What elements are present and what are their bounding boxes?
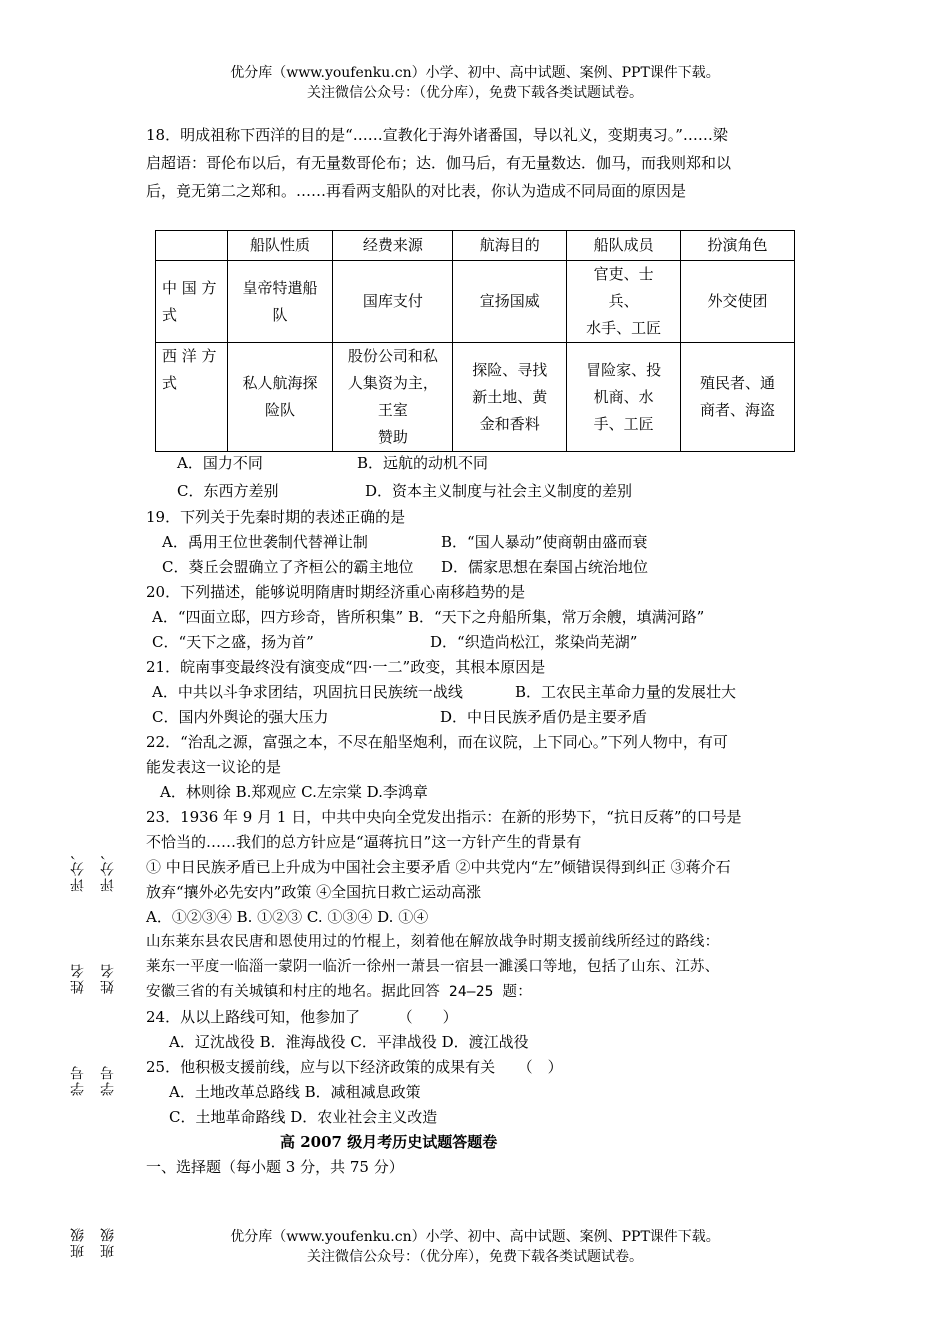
q24-options: A．辽沈战役 B．淮海战役 C．平津战役 D．渡江战役 [169, 1033, 529, 1051]
q20-stem: 20．下列描述，能够说明隋唐时期经济重心南移趋势的是 [146, 583, 526, 601]
cell-funds: 国库支付 [333, 261, 453, 343]
side-label-name: 姓名 [70, 962, 86, 994]
cell-nature [227, 343, 333, 452]
cell-text: 私人航海探 [242, 374, 318, 392]
cell-text: 人集资为主， [347, 374, 438, 392]
material-line-3: 安徽三省的有关城镇和村庄的地名。据此回答 24—25 题： [146, 984, 532, 1000]
side-label-class: 班级 [70, 1226, 86, 1258]
side-label-class: 班级 [100, 1226, 116, 1258]
cell-text: 金和香料 [479, 414, 540, 433]
table-row-west [156, 343, 795, 452]
q19-option-d: D．儒家思想在秦国占统治地位 [441, 558, 649, 576]
q23-line-3: ① 中日民族矛盾已上升成为中国社会主要矛盾 ②中共党内“左”倾错误得到纠正 ③蒋介石 [146, 858, 731, 876]
cell-text: 手、工匠 [593, 414, 654, 433]
table-header-cell: 航海目的 [453, 231, 567, 261]
cell-text: 探险、寻找 [472, 360, 548, 379]
q22-line-1: 22．“治乱之源，富强之本，不尽在船坚炮利，而在议院，上下同心。”下列人物中，有可 [146, 733, 728, 751]
cell-text: 险队 [264, 401, 295, 419]
table-header-cell: 扮演角色 [681, 231, 795, 261]
q18-line-1: 18．明成祖称下西洋的目的是“……宣教化于海外诸番国，导以礼义，变期夷习。”……梁 [146, 126, 728, 144]
q19-stem: 19．下列关于先秦时期的表述正确的是 [146, 508, 406, 526]
cell-text: 机商、水 [593, 387, 654, 406]
cell-text: 水手、工匠 [586, 319, 662, 337]
side-label-score: 评分、 [70, 844, 86, 892]
side-label-score: 评分、 [100, 844, 116, 892]
side-label-student-id: 学号 [100, 1064, 116, 1096]
q18-line-3: 后，竟无第二之郑和。……再看两支船队的对比表，你认为造成不同局面的原因是 [146, 182, 687, 200]
q18-line-2: 启超语：哥伦布以后，有无量数哥伦布；达．伽马后，有无量数达．伽马，而我则郑和以 [146, 154, 732, 172]
cell-text: 商者、海盗 [700, 401, 776, 419]
cell-role [681, 343, 795, 452]
q20-option-ab: A．“四面立邸，四方珍奇，皆所积集” B．“天下之舟船所集，常万余艘，填满河路” [152, 608, 705, 626]
table-header-cell: 经费来源 [333, 231, 453, 261]
cell-text: 殖民者、通 [700, 374, 776, 392]
footer-line-2: 关注微信公众号：（优分库），免费下载各类试题试卷。 [307, 1249, 643, 1265]
cell-role: 外交使团 [681, 261, 795, 343]
cell-text: 王室 [377, 401, 408, 419]
cell-text: 官吏、士 [593, 265, 654, 283]
footer-line-1: 优分库（www.youfenku.cn）小学、初中、高中试题、案例、PPT课件下载。 [230, 1229, 720, 1245]
answer-sheet-section-1: 一、选择题（每小题 3 分，共 75 分） [146, 1158, 404, 1176]
q18-option-b: B．远航的动机不同 [357, 454, 489, 472]
cell-members [567, 343, 681, 452]
fleet-comparison-table [155, 230, 795, 452]
cell-text: 赞助 [377, 428, 408, 446]
cell-funds [333, 343, 453, 452]
q21-option-b: B．工农民主革命力量的发展壮大 [515, 683, 737, 701]
table-header-row [156, 231, 795, 261]
q18-option-c: C．东西方差别 [177, 482, 279, 500]
cell-members [567, 261, 681, 343]
q22-options: A．林则徐 B.郑观应 C.左宗棠 D.李鸿章 [160, 783, 428, 801]
cell-text: 皇帝特遣船 [242, 278, 318, 297]
material-line-1: 山东莱东县农民唐和恩使用过的竹棍上，刻着他在解放战争时期支援前线所经过的路线： [146, 934, 720, 950]
q19-option-c: C．葵丘会盟确立了齐桓公的霸主地位 [162, 558, 414, 576]
table-header-cell: 船队性质 [227, 231, 333, 261]
q21-option-a: A．中共以斗争求团结，巩固抗日民族统一战线 [152, 683, 463, 701]
table-header-cell: 船队成员 [567, 231, 681, 261]
q18-option-d: D．资本主义制度与社会主义制度的差别 [365, 482, 633, 500]
q21-option-c: C．国内外舆论的强大压力 [152, 708, 329, 726]
q21-stem: 21．皖南事变最终没有演变成“四·一二”政变，其根本原因是 [146, 658, 546, 676]
q20-option-c: C．“天下之盛，扬为首” [152, 633, 314, 651]
cell-text: 股份公司和私 [347, 347, 438, 365]
q18-option-a: A．国力不同 [177, 454, 263, 472]
cell-purpose [453, 343, 567, 452]
cell-text: 新土地、黄 [472, 387, 548, 406]
header-line-2: 关注微信公众号：（优分库），免费下载各类试题试卷。 [307, 85, 643, 101]
row-header-text: 式 [162, 374, 178, 392]
q25-options-cd: C．土地革命路线 D．农业社会主义改造 [169, 1108, 438, 1126]
side-label-student-id: 学号 [70, 1064, 86, 1096]
cell-nature [227, 261, 333, 343]
cell-text: 冒险家、投 [586, 360, 662, 379]
row-header-text: 式 [162, 305, 178, 324]
cell-text: 队 [272, 305, 288, 324]
q23-line-4: 放弃“攘外必先安内”政策 ④全国抗日救亡运动高涨 [146, 883, 482, 901]
row-header-text: 西 洋 方 [162, 347, 217, 365]
q21-option-d: D．中日民族矛盾仍是主要矛盾 [440, 708, 648, 726]
q19-option-b: B．“国人暴动”使商朝由盛而衰 [441, 533, 648, 551]
q19-option-a: A．禹用王位世袭制代替禅让制 [162, 533, 368, 551]
row-header-china [156, 261, 228, 343]
answer-sheet-title: 高 2007 级月考历史试题答题卷 [280, 1133, 498, 1151]
header-line-1: 优分库（www.youfenku.cn）小学、初中、高中试题、案例、PPT课件下载。 [230, 65, 720, 81]
row-header-text: 中 国 方 [162, 278, 217, 297]
q23-options: A．①②③④ B. ①②③ C. ①③④ D. ①④ [146, 908, 429, 926]
table-header-cell [156, 231, 228, 261]
material-line-2: 莱东一平度一临淄一蒙阴一临沂一徐州一萧县一宿县一濉溪口等地，包括了山东、江苏、 [146, 959, 720, 975]
cell-purpose: 宣扬国威 [453, 261, 567, 343]
q25-options-ab: A．土地改革总路线 B．减租减息政策 [169, 1083, 421, 1101]
q22-line-2: 能发表这一议论的是 [146, 758, 282, 776]
row-header-west [156, 343, 228, 452]
cell-text: 兵、 [608, 292, 639, 310]
side-label-name: 姓名 [100, 962, 116, 994]
table-row-china [156, 261, 795, 343]
q20-option-d: D．“织造尚松江，浆染尚芜湖” [430, 633, 638, 651]
q23-line-1: 23．1936 年 9 月 1 日，中共中央向全党发出指示：在新的形势下，“抗日反蒋”的口号是 [146, 808, 742, 826]
q23-line-2: 不恰当的……我们的总方针应是“逼蒋抗日”这一方针产生的背景有 [146, 833, 582, 851]
q25-stem: 25．他积极支援前线，应与以下经济政策的成果有关 （ ） [146, 1058, 563, 1076]
q24-stem: 24．从以上路线可知，他参加了 （ ） [146, 1008, 458, 1026]
